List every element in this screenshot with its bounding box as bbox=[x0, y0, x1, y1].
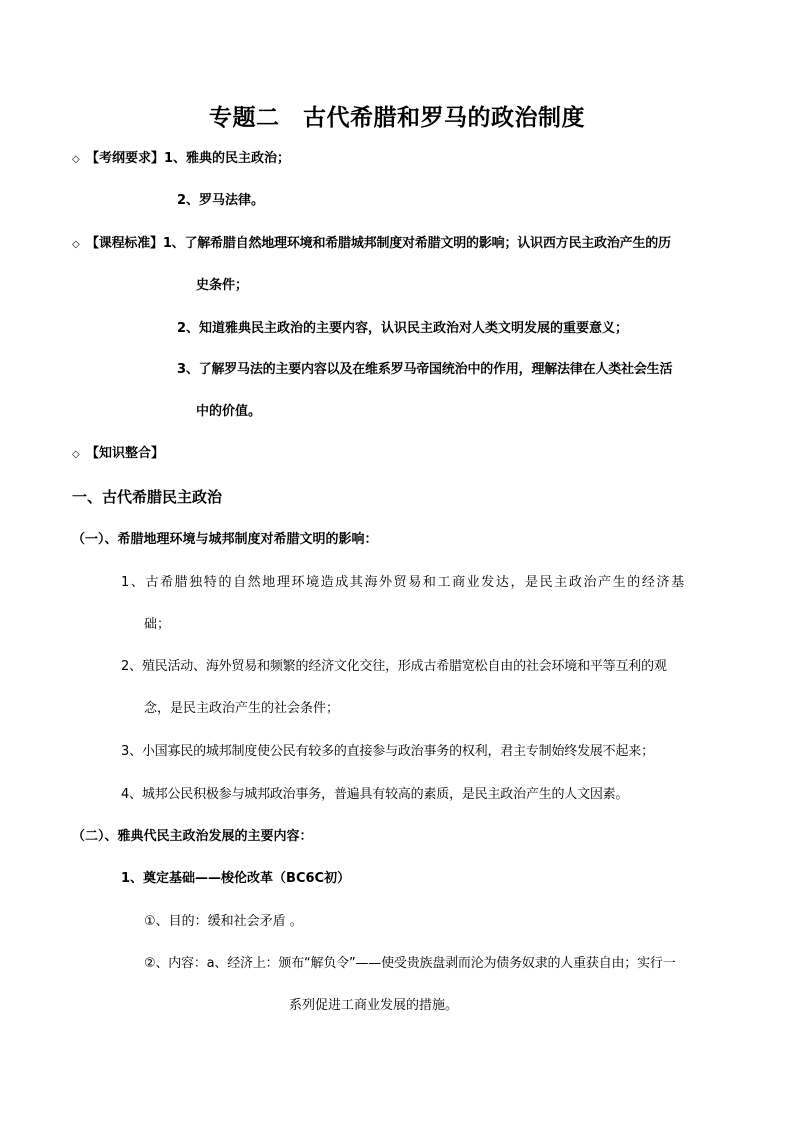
content-line: ②、内容：a、经济上：颁布“解负令”——使受贵族盘剥而沦为债务奴隶的人重获自由；实行一 bbox=[144, 956, 676, 971]
paragraph-line-continued: 念，是民主政治产生的社会条件； bbox=[144, 701, 340, 716]
subsection-heading: （一）、希腊地理环境与城邦制度对希腊文明的影响： bbox=[72, 532, 378, 547]
curriculum-item: 1、了解希腊自然地理环境和希腊城邦制度对希腊文明的影响；认识西方民主政治产生的历 bbox=[162, 236, 671, 251]
paragraph-line: 4、城邦公民积极参与城邦政治事务，普遍具有较高的素质，是民主政治产生的人文因素。 bbox=[121, 787, 629, 802]
exam-requirement-item: 2、罗马法律。 bbox=[177, 193, 265, 208]
paragraph-line: 1、古希腊独特的自然地理环境造成其海外贸易和工商业发达，是民主政治产生的经济基 bbox=[121, 575, 686, 590]
page-title: 专题二 古代希腊和罗马的政治制度 bbox=[209, 105, 585, 131]
diamond-bullet-icon: ◇ bbox=[72, 154, 80, 165]
exam-requirements-label: 【考纲要求】 bbox=[86, 151, 165, 166]
exam-requirements-row bbox=[72, 150, 290, 169]
goal-line: ①、目的：缓和社会矛盾 。 bbox=[144, 914, 303, 929]
point-heading: 1、奠定基础——梭伦改革（BC6C初） bbox=[121, 871, 351, 886]
subsection-heading: （二）、雅典代民主政治发展的主要内容： bbox=[72, 829, 313, 844]
curriculum-item: 3、了解罗马法的主要内容以及在维系罗马帝国统治中的作用，理解法律在人类社会生活 bbox=[177, 362, 673, 377]
paragraph-line: 2、殖民活动、海外贸易和频繁的经济文化交往，形成古希腊宽松自由的社会环境和平等互利的观 bbox=[121, 659, 667, 674]
paragraph-line-continued: 础； bbox=[144, 617, 171, 632]
diamond-bullet-icon: ◇ bbox=[72, 449, 80, 460]
section-heading: 一、古代希腊民主政治 bbox=[72, 488, 223, 506]
knowledge-integration-row bbox=[72, 445, 164, 464]
curriculum-item-continued: 史条件； bbox=[196, 278, 249, 293]
curriculum-item: 2、知道雅典民主政治的主要内容，认识民主政治对人类文明发展的重要意义； bbox=[177, 321, 629, 336]
exam-requirement-item: 1、雅典的民主政治； bbox=[164, 151, 291, 166]
curriculum-standard-label: 【课程标准】 bbox=[86, 236, 163, 251]
paragraph-line: 3、小国寡民的城邦制度使公民有较多的直接参与政治事务的权利，君主专制始终发展不起来； bbox=[121, 744, 654, 759]
content-line-continued: 系列促进工商业发展的措施。 bbox=[289, 998, 459, 1013]
knowledge-integration-label: 【知识整合】 bbox=[86, 446, 165, 461]
curriculum-item-continued: 中的价值。 bbox=[196, 404, 262, 419]
diamond-bullet-icon: ◇ bbox=[72, 239, 80, 250]
curriculum-standard-row bbox=[72, 235, 671, 254]
